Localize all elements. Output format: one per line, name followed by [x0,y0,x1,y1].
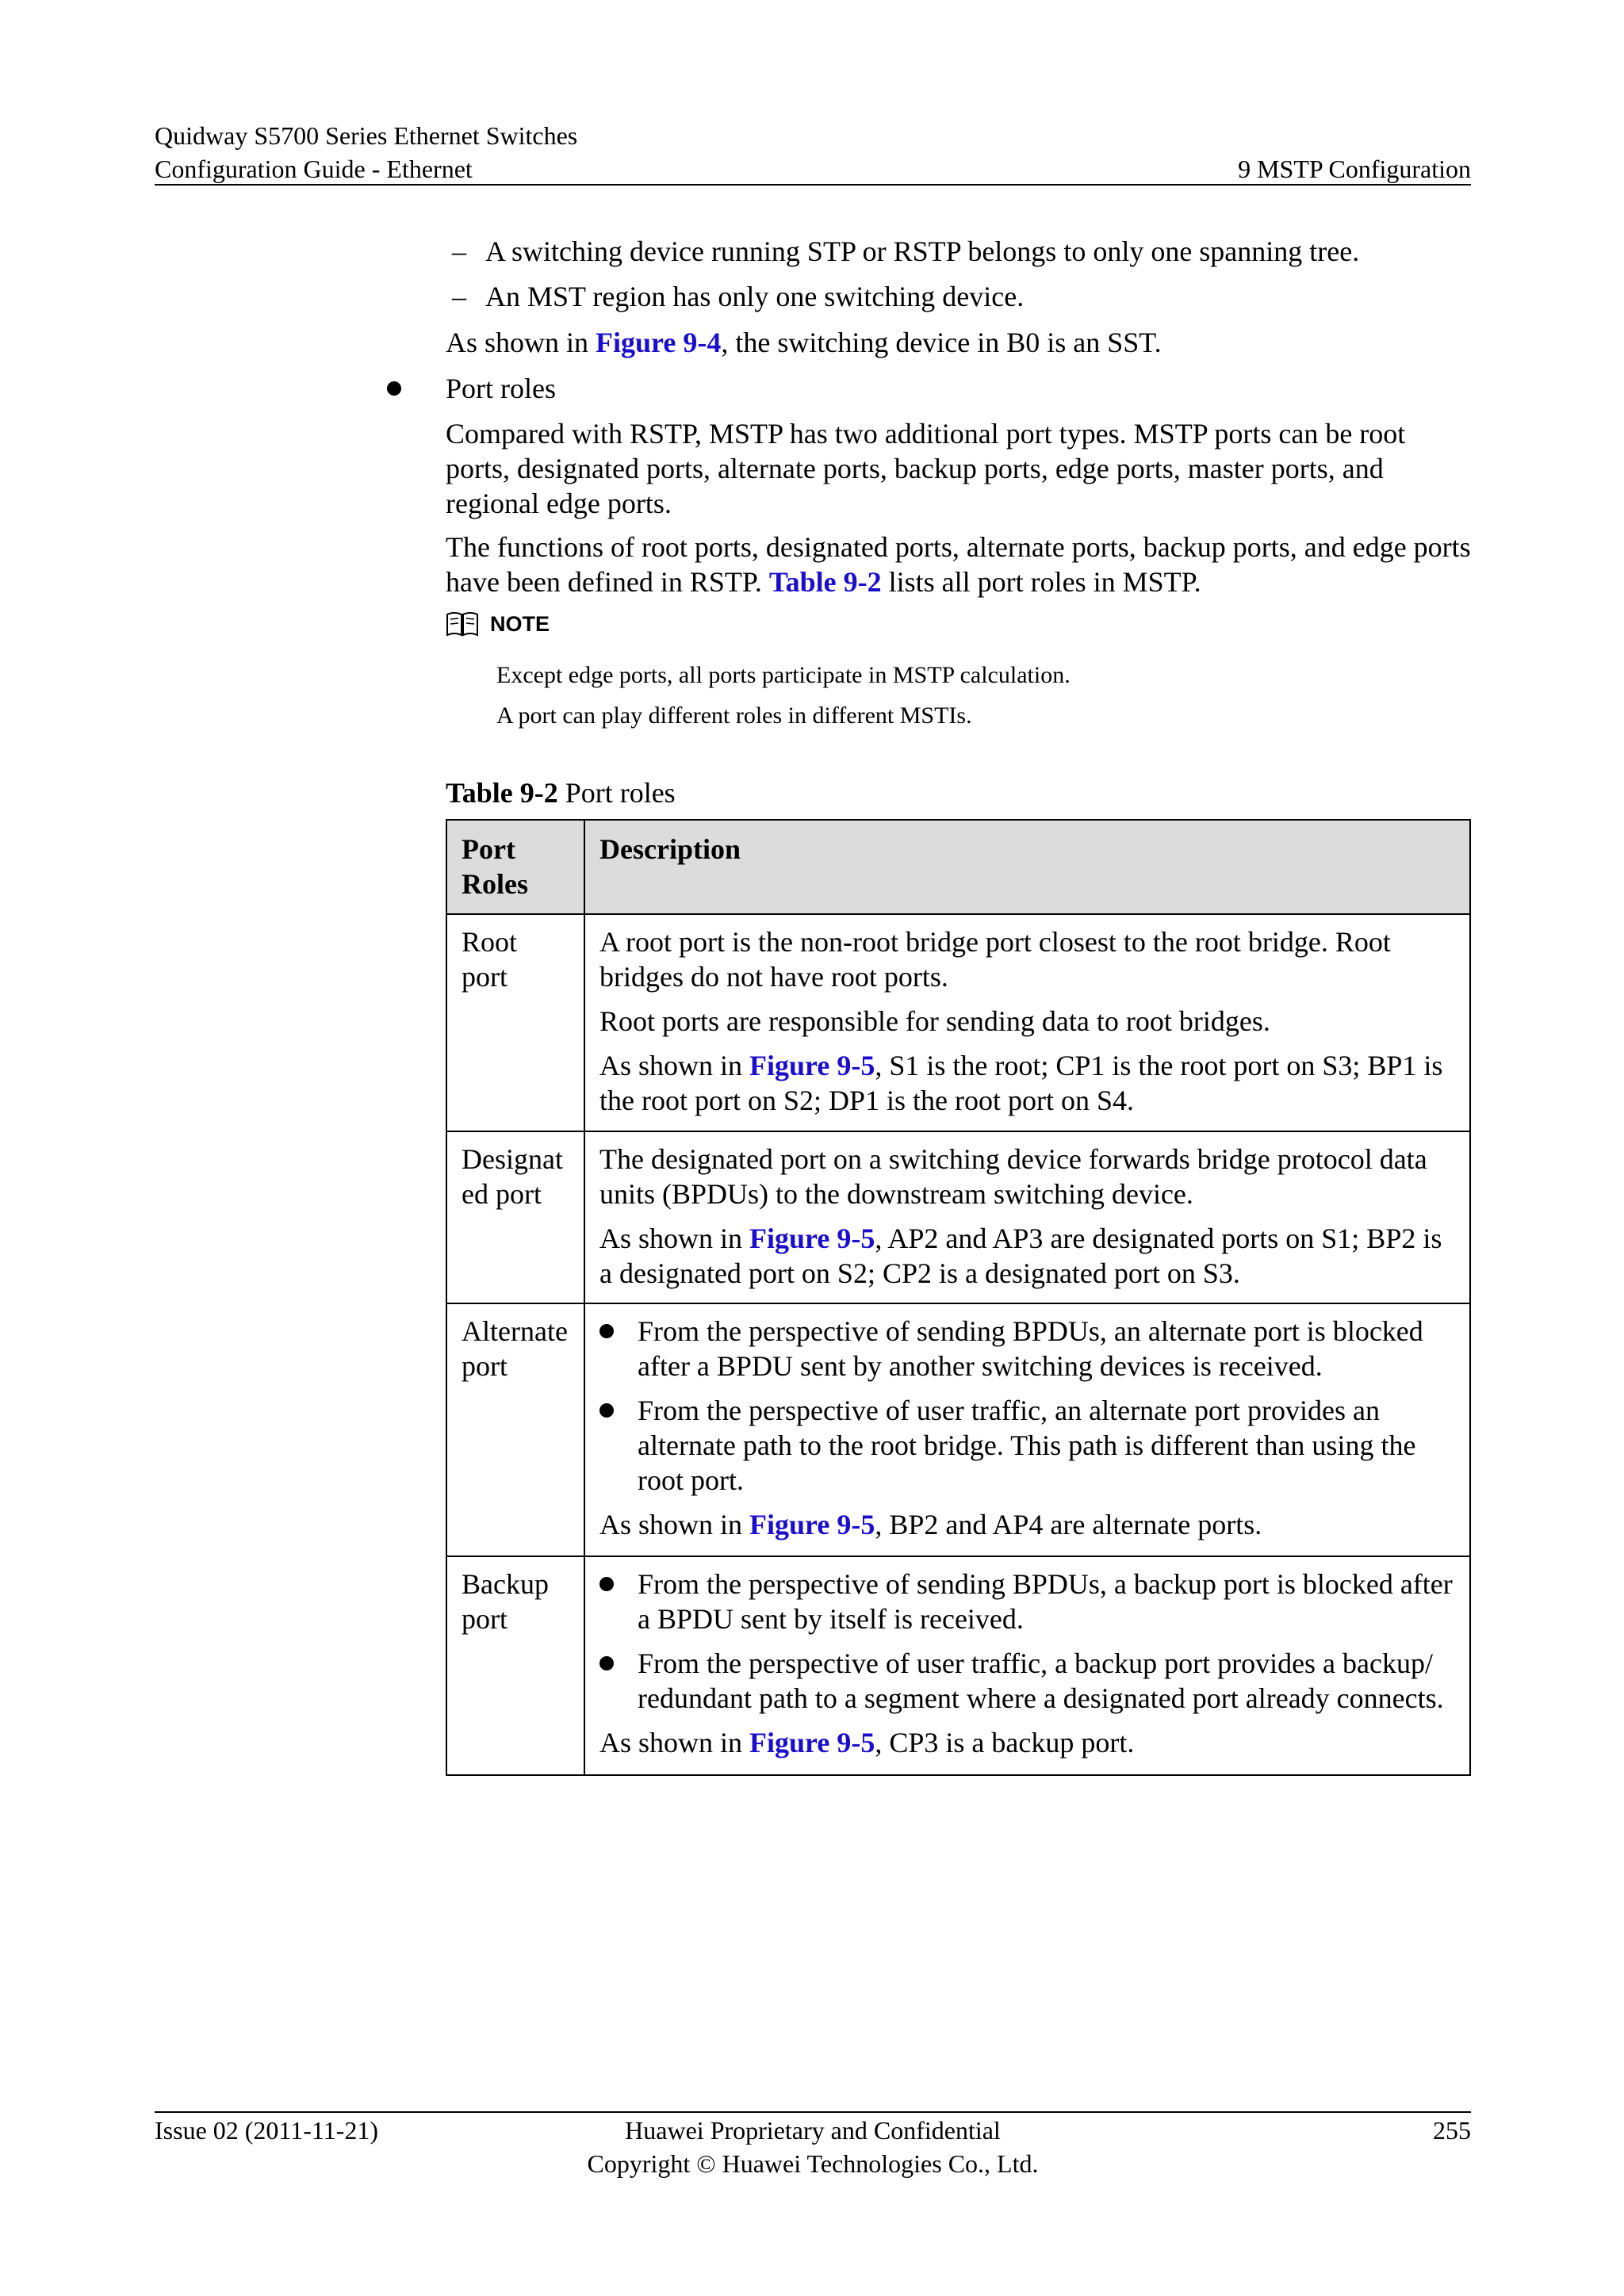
bullet-dot-icon [387,381,401,396]
header-product-title: Quidway S5700 Series Ethernet Switches [155,121,578,150]
description-cell [584,1556,1470,1775]
header-chapter-title: 9 MSTP Configuration [1238,155,1471,183]
text: As shown in [599,1050,750,1081]
footer-confidential: Huawei Proprietary and Confidential [625,2116,1001,2145]
dash-marker: – [452,281,466,312]
text: The functions of root ports, designated ports, alternate ports, backup ports, and edge ports have been defined in RSTP. [446,531,1471,598]
note-line: A port can play different roles in different MSTIs. [496,702,972,729]
text: , the switching device in B0 is an SST. [721,327,1162,358]
text: As shown in [599,1509,750,1540]
book-icon [446,610,479,637]
figure-9-4-link[interactable]: Figure 9-4 [596,327,722,358]
bullet-dot-icon [599,1403,614,1418]
list-item-text: From the perspective of sending BPDUs, an alternate port is blocked after a BPDU sent by another switching devices is received. [638,1315,1423,1382]
text: , AP2 and AP3 are designated ports on S1; BP2 is a designated port on S2; CP2 is a designated port on S3. [599,1223,1442,1289]
text: , BP2 and AP4 are alternate ports. [875,1509,1262,1540]
bullet-dot-icon [599,1656,614,1670]
figure-9-5-link[interactable]: Figure 9-5 [749,1050,875,1081]
header-divider [155,184,1471,186]
table-header-row [446,820,1470,914]
dash-item [452,234,1359,269]
footer-divider [155,2111,1471,2113]
column-header-port-roles: Port Roles [446,820,584,914]
footer-center [155,2114,1471,2180]
table-row [446,1556,1470,1775]
figure-9-5-link[interactable]: Figure 9-5 [749,1223,875,1254]
table-row [446,914,1470,1131]
text: As shown in [599,1223,750,1254]
description-text: A root port is the non-root bridge port closest to the root bridge. Root bridges do not have root ports. [599,926,1391,993]
dash-item-text: An MST region has only one switching device. [485,281,1025,312]
role-cell: Alternate port [446,1303,584,1556]
text: , CP3 is a backup port. [875,1727,1135,1758]
table-row [446,1303,1470,1556]
table-row [446,1131,1470,1303]
description-cell [584,1131,1470,1303]
column-header-description: Description [584,820,1470,914]
table-caption [446,775,676,810]
description-text: Root ports are responsible for sending data to root bridges. [599,1005,1270,1037]
dash-item [452,279,1024,314]
list-item [599,1567,1455,1636]
dash-marker: – [452,235,466,267]
page-number: 255 [1433,2116,1471,2145]
note-header [446,610,550,637]
description-text: The designated port on a switching device forwards bridge protocol data units (BPDUs) to the downstream switching device. [599,1143,1427,1210]
text: As shown in [599,1727,750,1758]
compare-text: Compared with RSTP, MSTP has two additional port types. MSTP ports can be root ports, designated ports, alternate ports, backup ports, edge ports, master ports, and regional edge ports. [446,418,1406,519]
table-caption-title: Port roles [557,777,676,809]
footer-copyright: Copyright © Huawei Technologies Co., Ltd. [587,2149,1039,2178]
list-item [599,1393,1455,1498]
list-item [599,1646,1455,1716]
bullet-dot-icon [599,1577,614,1591]
text: lists all port roles in MSTP. [881,566,1201,598]
functions-paragraph [446,530,1471,599]
list-item-text: From the perspective of user traffic, an alternate port provides an alternate path to the root bridge. This path is different than using the root port. [638,1395,1416,1496]
note-line: Except edge ports, all ports participate in MSTP calculation. [496,662,1071,688]
compare-paragraph [446,416,1471,521]
port-roles-table [446,819,1471,1776]
bullet-dot-icon [599,1324,614,1338]
port-roles-label: Port roles [446,373,556,404]
footer-issue: Issue 02 (2011-11-21) [155,2116,379,2145]
page-header [155,119,1471,186]
header-row [155,152,1471,186]
dash-item-text: A switching device running STP or RSTP belongs to only one spanning tree. [485,235,1360,267]
table-caption-number: Table 9-2 [446,777,558,809]
figure-9-5-link[interactable]: Figure 9-5 [749,1509,875,1540]
list-item [599,1314,1455,1383]
table-9-2-link[interactable]: Table 9-2 [768,566,882,598]
list-item-text: From the perspective of user traffic, a backup port provides a backup/ redundant path to a segment where a designated port already connects. [638,1647,1444,1714]
note-label: NOTE [490,611,550,636]
text: , S1 is the root; CP1 is the root port on S3; BP1 is the root port on S2; DP1 is the root port on S4. [599,1050,1443,1116]
sst-paragraph [446,325,1471,360]
header-guide-title: Configuration Guide - Ethernet [155,155,473,183]
text: As shown in [446,327,596,358]
role-cell: Designat ed port [446,1131,584,1303]
description-cell [584,914,1470,1131]
role-cell: Root port [446,914,584,1131]
figure-9-5-link[interactable]: Figure 9-5 [749,1727,875,1758]
description-cell [584,1303,1470,1556]
role-cell: Backup port [446,1556,584,1775]
port-roles-bullet [387,371,556,404]
list-item-text: From the perspective of sending BPDUs, a backup port is blocked after a BPDU sent by itself is received. [638,1568,1453,1635]
